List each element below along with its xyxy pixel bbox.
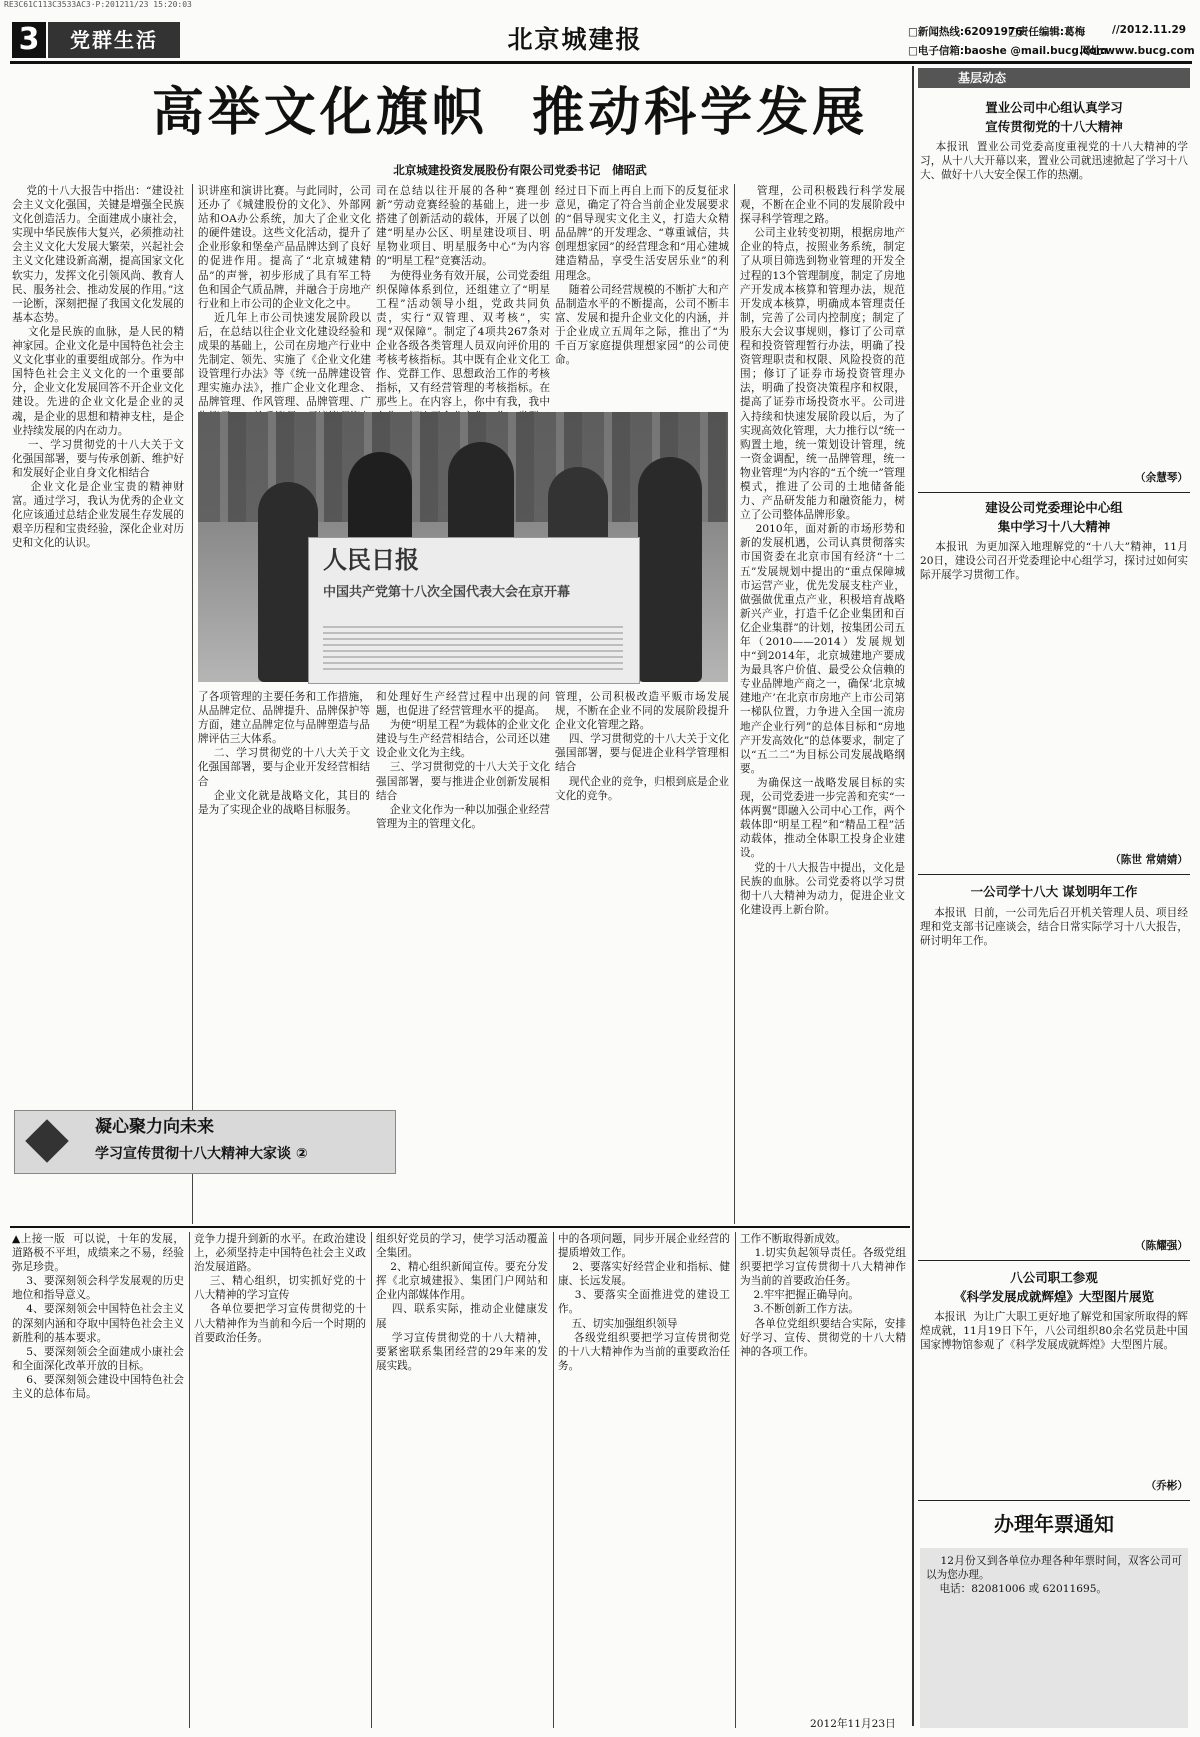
hotline: □新闻热线:62091976 <box>908 26 1023 38</box>
sidebar-item-4-credit: （乔彬） <box>1145 1480 1188 1492</box>
article-column-1: 党的十八大报告中指出：“建设社会主义文化强国，关键是增强全民族文化创造活力。全面建成小康社会，实现中华民族伟大复兴，必须推动社会主义文化大发展大繁荣，兴起社会主义文化建设新高潮，提高国家文化软实力，发挥文化引领风尚、教育人民、服务社会、推动发展的作用。”这一论断，深刻把握了我国文化发展的基本态势。 文化是民族的血脉，是人民的精神家园。企业文化是中国特色社会主义文化事业的重要组成部分。作为中国特色社会主义文化的一个重要部分，企业文化发展回答不开企业文化建设。先进的企业文化是企业的灵魂，是企业的思想和精神支柱，是企业持续发展的内在动力。 一、学习贯彻党的十八大关于文化强国部署，要与传承创新、维护好和发展好企业自身文化相结合 企业文化是企业宝贵的精神财富。通过学习，我认为优秀的企业文化应该通过总结企业发展生存发展的艰辛历程和宝贵经验，深化企业对历史和文化的认识。 <box>12 185 184 550</box>
sidebar-item-3-body: 本报讯 日前，一公司先后召开机关管理人员、项目经理和党支部书记座谈会，结合日常实际学习十八大报告，研讨明年工作。 <box>920 907 1188 948</box>
section-separator <box>10 1226 910 1228</box>
notice-title: 办理年票通知 <box>994 1512 1114 1536</box>
middle-column-3: 管理，公司积极改造平贩市场发展规，不断在企业不同的发展阶段提升企业文化管理之路。 四、学习贯彻党的十八大关于文化强国部署，要与促进企业科学管理相结合 现代企业的竞争，归根到底是企业文化的竞争。 <box>555 691 729 802</box>
column-rule <box>734 184 735 1224</box>
section-label: 党群生活 <box>48 22 180 58</box>
article-column-2: 识讲座和演讲比赛。与此同时，公司还办了《城建股份的文化》、外部网站和OA办公系统，加大了企业文化的硬件建设。这些文化活动，提升了企业形象和堡垒产品品牌达到了良好的促进作用。提高了“北京城建精品”的声誉，初步形成了具有军工特色和国企气质品牌，并融合于房地产行业和上市公司的企业文化之中。 近几年上市公司快速发展阶段以后，在总结以往企业文化建设经验和成果的基础上，公司在房地产行业中先制定、领先、实施了《企业文化建设管理行办法》等《统一品牌建设管理实施办法》，推广企业文化理念、品牌管理、作风管理、品牌管理、广 <box>198 185 371 409</box>
sidebar-item-2-credit: （陈世 常婧婧） <box>1110 854 1188 866</box>
article-title: 高举文化旗帜 推动科学发展 <box>151 83 869 143</box>
print-timestamp: RE3C61C113C3533AC3·P:201211/23 15:20:03 <box>4 0 192 9</box>
page-number-box: 3 <box>12 22 46 58</box>
sidebar-divider <box>918 1500 1190 1501</box>
article-column-5: 管理，公司积极践行科学发展观，不断在企业不同的发展阶段中探寻科学管理之路。 公司主业转变初期，根据房地产企业的特点，按照业务系统，制定了从项目筛选到物业管理的开发全过程的13个管理制度，制定了房地产开发成本核算和管理办法，规范开发成本核算，明确成本管理责任制，完善了公司内控制度；制定了股东大会议事规则，修订了公司章程和投资管理暂行办法，明确了投资管理职责和权限、风险投资的范围；修订了证券市场投资管理办法，明确了投资决策程序和权限，提高了证券市场投资水平。公司进入持续和快速发展阶段以后，为了实现高效化管理，大力推行以“统一购置土地，统一策划设计管理，统一资金调配，统一品牌管理，统一物业管理”为内容的“五个统一”管理模式，推进了公司的土地储备能力、产品研发能力和融资能力，树立了公司整体品牌形象。 2010年，面对新的市场形势和新的发展机遇，公司认真贯彻落实市国资委在北京市国有经济“十二五”发展规划中提出的“重点保障城市运营产业，优先发展支柱产业，做强做优重点产业，积极培育战略新兴产业，打造千亿企业集团和百亿企业集群”的计划，按集团公司五年（2010——2014）发展规划中“到2014年，北京城建地产要成为最具客户价值、最受公众信赖的专业品牌地产商之一，确保‘北京城建地产’在北京市房地产上市公司第一梯队位置，力争进入全国一流房地产企业行列”的总体目标和“房地产开发高效化”的总体要求，制定了以“五二二”为目标公司发展战略纲要。 为确保这一战略发展目标的实现，公司党委进一步完善和充实“一体两翼”即融入公司中心工作，两个载体即“明星工程”和“精品工程”活动载体，推动全体职工投身企业建设。 党的十八大报告中提出，文化是民族的血脉。公司党委将以学习贯彻十八大精神为动力，促进企业文化建设再上新台阶。 <box>740 185 905 916</box>
email: □电子信箱:baoshe @mail.bucg.com <box>908 45 1108 57</box>
bottom-column-2: 竞争力提升到新的水平。在政治建设上，必须坚持走中国特色社会主义政治发展道路。 三、精心组织，切实抓好党的十八大精神的学习宣传 各单位要把学习宣传贯彻党的十八大精神作为当前和今后一个时期的首要政治任务。 <box>194 1233 366 1344</box>
column-rule <box>371 1232 372 1728</box>
article-column-3: 司在总结以往开展的各种“赛理创新”劳动竞赛经验的基础上，进一步搭建了创新活动的载体，开展了以创建“明星办公区、明星建设项目、明星物业项目、明星服务中心”为内容的“明星工程”竞赛活动。 为使得业务有效开展，公司党委组织保障体系到位，还组建立了“明星工程”活动领导小组，党政共同负责，实行“双管理、双考核”，实现“双保障”。制定了4项共267条对企业各级各类管理人员双向评价用的考核考核指标。其中既有企业文化工作、党群工作、思想政治工作的考核指标，又有经营管理的考核指标。在那些上。在内容上，你中有我，我中 <box>376 185 550 409</box>
sidebar-item-1-title: 置业公司中心组认真学习 宣传贯彻党的十八大精神 <box>985 100 1123 134</box>
bottom-column-4: 中的各项问题，同步开展企业经营的提质增效工作。 2、要落实好经营企业和指标、健康、长远发展。 3、要落实全面推进党的建设工作。 五、切实加强组织领导 各级党组织要把学习宣传贯彻党的十八大精神作为当前的重要政治任务。 <box>558 1233 730 1372</box>
sidebar-divider <box>918 874 1190 875</box>
sidebar-item-3-title: 一公司学十八大 谋划明年工作 <box>970 884 1138 899</box>
sidebar-item-3-credit: （陈耀强） <box>1135 1240 1188 1252</box>
sidebar-header: 基层动态 <box>918 68 1190 88</box>
sidebar-divider <box>918 492 1190 493</box>
article-column-4: 经过日下而上再自上而下的反复征求意见，确定了符合当前企业发展要求的“倡导现实文化主义，打造大众精品品牌”的开发理念、“尊重诚信，共创理想家园”的经营理念和“用心建城建造精品，享受生活安居乐业”的利用理念。 随着公司经营规模的不断扩大和产品制造水平的不断提高，公司不断丰富、发展和提升企业文化的内涵，并于企业成立五周年之际，推出了“为千百万家庭提供理想家园”的公司使命。 <box>555 185 729 367</box>
bottom-column-5: 工作不断取得新成效。 1.切实负起领导责任。各级党组织要把学习宣传贯彻十八大精神作为当前的首要政治任务。 2.牢牢把握正确导向。 3.不断创新工作方法。 各单位党组织要结合实际，安排好学习、宣传、贯彻党的十八大精神的各项工作。 <box>740 1233 906 1358</box>
news-photo <box>198 412 728 682</box>
sidebar-item-4-body: 本报讯 为让广大职工更好地了解党和国家所取得的辉煌成就，11月19日下午，八公司组织80余名党员赴中国国家博物馆参观了《科学发展成就辉煌》大型图片展。 <box>920 1311 1188 1352</box>
middle-column-2: 和处理好生产经营过程中出现的问题，也促进了经营管理水平的提高。 为使“明星工程”为载体的企业文化建设与生产经营相结合，公司还以建设企业文化为主线。 三、学习贯彻党的十八大关于文化强国部署，要与推进企业创新发展相结合 企业文化作为一种以加强企业经营管理为主的管理文化。 <box>376 691 550 830</box>
middle-column-1: 了各项管理的主要任务和工作措施，从品牌定位、品牌提升、品牌保护等方面，建立品牌定位与品牌塑造与品牌评估三大体系。 二、学习贯彻党的十八大关于文化强国部署，要与企业开发经营相结合 企业文化就是战略文化，其目的是为了实现企业的战略目标服务。 <box>198 691 370 816</box>
sidebar-item-1-credit: （余慧琴） <box>1135 472 1188 484</box>
column-rule <box>735 1232 736 1728</box>
website: 网址:www.bucg.com <box>1080 45 1195 57</box>
banner-line-1: 凝心聚力向未来 <box>95 1117 214 1137</box>
sidebar-rule <box>912 66 914 1726</box>
sidebar-item-4-title: 八公司职工参观 《科学发展成就辉煌》大型图片展览 <box>953 1270 1154 1304</box>
photo-newspaper <box>308 537 640 684</box>
paper-name: 北京城建报 <box>507 25 643 54</box>
banner-line-2: 学习宣传贯彻十八大精神大家谈 ② <box>95 1146 308 1162</box>
photo-person-5 <box>638 457 702 682</box>
masthead-rule <box>10 61 1192 64</box>
series-banner <box>14 1110 396 1174</box>
sidebar-item-2-body: 本报讯 为更加深入地理解党的“十八大”精神，11月20日，建设公司召开党委理论中心组学习，探讨过如何实际开展学习贯彻工作。 <box>920 541 1188 582</box>
notice-body: 12月份又到各单位办理各种年票时间，双客公司可以为您办理。 电话：82081006 或 62011695。 <box>920 1548 1188 1728</box>
byline: 北京城建投资发展股份有限公司党委书记 储昭武 <box>393 163 647 177</box>
issue-date: //2012.11.29 <box>1112 24 1187 36</box>
column-rule <box>192 184 193 1224</box>
photo-newspaper-headline: 中国共产党第十八次全国代表大会在京开幕 <box>323 585 571 600</box>
sidebar-divider <box>918 1260 1190 1261</box>
photo-newspaper-masthead: 人民日报 <box>323 545 419 574</box>
column-rule <box>553 1232 554 1728</box>
bottom-column-3: 组织好党员的学习，使学习活动覆盖全集团。 2、精心组织新闻宣传。要充分发挥《北京城建报》、集团门户网站和企业内部媒体作用。 四、联系实际，推动企业健康发展 学习宣传贯彻党的十八大精神，要紧密联系集团经营的29年来的发展实践。 <box>376 1233 548 1372</box>
bottom-date: 2012年11月23日 <box>810 1718 896 1730</box>
series-logo-icon <box>25 1119 69 1163</box>
sidebar-item-1-body: 本报讯 置业公司党委高度重视党的十八大精神的学习，从十八大开幕以来，置业公司就迅速掀起了学习十八大、做好十八大安全保工作的热潮。 <box>920 141 1188 182</box>
column-rule <box>189 1232 190 1728</box>
editor: □责任编辑:葛梅 <box>1008 26 1086 38</box>
sidebar-item-2-title: 建设公司党委理论中心组 集中学习十八大精神 <box>985 500 1123 534</box>
photo-newspaper-body <box>323 626 623 674</box>
bottom-column-1: ▲上接一版 可以说，十年的发展，道路极不平坦，成绩来之不易，经验弥足珍贵。 3、要深刻领会科学发展观的历史地位和指导意义。 4、要深刻领会中国特色社会主义的深刻内涵和夺取中国特色社会主义新胜利的基本要求。 5、要深刻领会全面建成小康社会和全面深化改革开放的目标。 6、要深刻领会建设中国特色社会主义的总体布局。 <box>12 1233 184 1401</box>
